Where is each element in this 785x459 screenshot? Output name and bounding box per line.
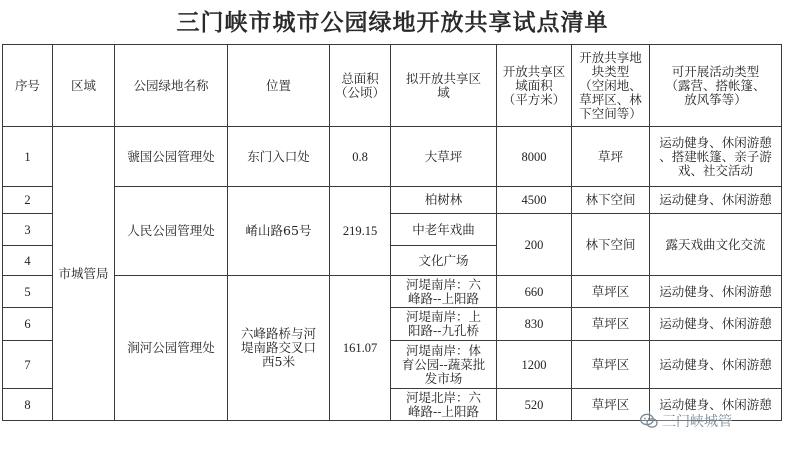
block-type: 林下空间 xyxy=(572,214,650,276)
header-area-size: 开放共享区 域面积 （平方米） xyxy=(497,45,572,127)
block-type: 草坪区 xyxy=(572,308,650,341)
zone-area: 830 xyxy=(497,308,572,341)
park-total-area: 219.15 xyxy=(330,187,391,276)
block-type: 林下空间 xyxy=(572,187,650,214)
zone-area: 8000 xyxy=(497,127,572,187)
page-title: 三门峡市城市公园绿地开放共享试点清单 xyxy=(176,10,609,36)
park-total-area: 0.8 xyxy=(330,127,391,187)
zone-area: 660 xyxy=(497,276,572,308)
planned-zone: 柏树林 xyxy=(391,187,497,214)
park-location: 崤山路65号 xyxy=(228,187,330,276)
activity-types: 运动健身、休闲游憩 xyxy=(650,341,782,389)
park-location: 六峰路桥与河 堤南路交叉口 西5米 xyxy=(228,276,330,421)
row-seq: 8 xyxy=(3,389,53,421)
block-type: 草坪区 xyxy=(572,276,650,308)
watermark-text: 三门峡城管 xyxy=(662,414,732,430)
activity-types: 运动健身、休闲游憩 xyxy=(650,389,782,421)
planned-zone: 河堤南岸：上 阳路--九孔桥 xyxy=(391,308,497,341)
planned-zone: 大草坪 xyxy=(391,127,497,187)
planned-zone: 河堤北岸：六 峰路--上阳路 xyxy=(391,389,497,421)
row-seq: 4 xyxy=(3,246,53,276)
header-planned-area: 拟开放共享区 域 xyxy=(391,45,497,127)
row-seq: 2 xyxy=(3,187,53,214)
park-name: 虢国公园管理处 xyxy=(115,127,228,187)
header-location: 位置 xyxy=(228,45,330,127)
zone-area: 1200 xyxy=(497,341,572,389)
activity-types: 运动健身、休闲游憩 xyxy=(650,308,782,341)
header-block-type: 开放共享地 块类型 （空闲地、 草坪区、林 下空间等） xyxy=(572,45,650,127)
activity-types: 运动健身、休闲游憩 、搭建帐篷、亲子游 戏、社交活动 xyxy=(650,127,782,187)
row-seq: 3 xyxy=(3,214,53,246)
zone-area: 4500 xyxy=(497,187,572,214)
activity-types: 露天戏曲文化交流 xyxy=(650,214,782,276)
table-row xyxy=(3,187,782,214)
header-total-area: 总面积 （公顷） xyxy=(330,45,391,127)
block-type: 草坪区 xyxy=(572,341,650,389)
block-type: 草坪区 xyxy=(572,389,650,421)
row-seq: 1 xyxy=(3,127,53,187)
header-activities: 可开展活动类型 （露营、搭帐篷、 放风筝等） xyxy=(650,45,782,127)
park-name: 人民公园管理处 xyxy=(115,187,228,276)
zone-area: 520 xyxy=(497,389,572,421)
zone-area: 200 xyxy=(497,214,572,276)
row-seq: 5 xyxy=(3,276,53,308)
watermark xyxy=(640,411,732,431)
park-name: 涧河公园管理处 xyxy=(115,276,228,421)
park-total-area: 161.07 xyxy=(330,276,391,421)
wechat-icon xyxy=(640,413,658,429)
planned-zone: 中老年戏曲 xyxy=(391,214,497,246)
block-type: 草坪 xyxy=(572,127,650,187)
planned-zone: 河堤南岸：六 峰路--上阳路 xyxy=(391,276,497,308)
header-row xyxy=(3,45,782,127)
header-seq: 序号 xyxy=(3,45,53,127)
planned-zone: 河堤南岸：体 育公园--蔬菜批 发市场 xyxy=(391,341,497,389)
row-seq: 7 xyxy=(3,341,53,389)
activity-types: 运动健身、休闲游憩 xyxy=(650,276,782,308)
table-row xyxy=(3,276,782,308)
pilot-list-table xyxy=(2,44,782,421)
planned-zone: 文化广场 xyxy=(391,246,497,276)
district-cell: 市城管局 xyxy=(53,127,115,421)
park-location: 东门入口处 xyxy=(228,127,330,187)
activity-types: 运动健身、休闲游憩 xyxy=(650,187,782,214)
table-row xyxy=(3,127,782,187)
header-district: 区域 xyxy=(53,45,115,127)
row-seq: 6 xyxy=(3,308,53,341)
header-park: 公园绿地名称 xyxy=(115,45,228,127)
